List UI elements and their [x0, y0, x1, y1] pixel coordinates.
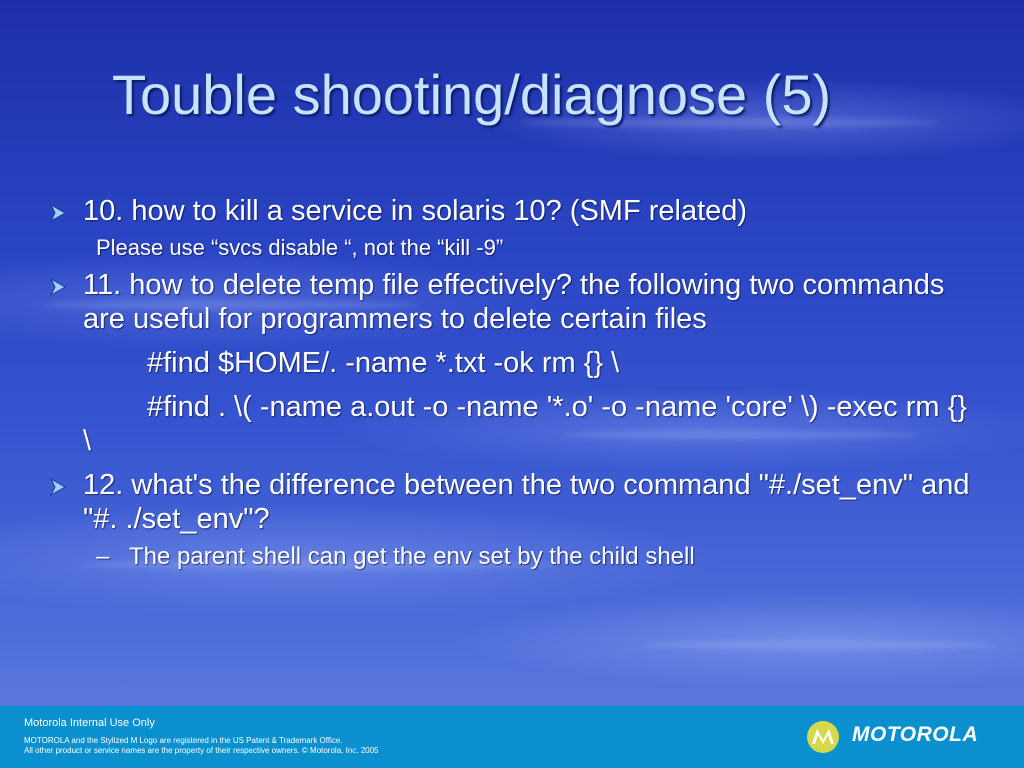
- sub-note: Please use “svcs disable “, not the “kill -9”: [96, 235, 504, 260]
- answer-text: The parent shell can get the env set by the child shell: [129, 543, 695, 570]
- motorola-logo-text: MOTOROLA: [852, 723, 979, 746]
- arrow-bullet-icon: [48, 277, 68, 297]
- bullet-text: 10. how to kill a service in solaris 10? (SMF related): [83, 195, 748, 227]
- command-line: [83, 390, 978, 458]
- arrow-bullet-icon: [48, 203, 68, 223]
- command-text: #find $HOME/. -name *.txt -ok rm {} \: [147, 347, 620, 379]
- arrow-bullet-icon: [48, 477, 68, 497]
- slide-title: Touble shooting/diagnose (5): [112, 63, 832, 126]
- dash-bullet: –: [96, 543, 110, 570]
- slide-body: [48, 194, 978, 572]
- bullet-text: 11. how to delete temp file effectively? the following two commands are useful for programmers to delete certain files: [83, 269, 945, 335]
- command-line: [83, 346, 978, 380]
- internal-use-label: Motorola Internal Use Only: [24, 717, 155, 729]
- bullet-item-10: [48, 194, 978, 228]
- bullet-item-12: [48, 468, 978, 536]
- legal-line-2: All other product or service names are the property of their respective owners. © Motorola, Inc. 2005: [24, 746, 379, 755]
- command-text: #find . \( -name a.out -o -name '*.o' -o -name 'core' \) -exec rm {} \: [83, 391, 967, 457]
- bullet-item-11: [48, 268, 978, 458]
- motorola-m-logo-icon: [806, 720, 840, 754]
- bullet-text: 12. what's the difference between the two command "#./set_env" and "#. ./set_env"?: [83, 469, 970, 535]
- background-streak: [640, 640, 1000, 650]
- answer-item: [48, 542, 978, 572]
- footer-bar: [0, 706, 1024, 768]
- legal-line-1: MOTOROLA and the Stylized M Logo are registered in the US Patent & Trademark Office.: [24, 736, 343, 745]
